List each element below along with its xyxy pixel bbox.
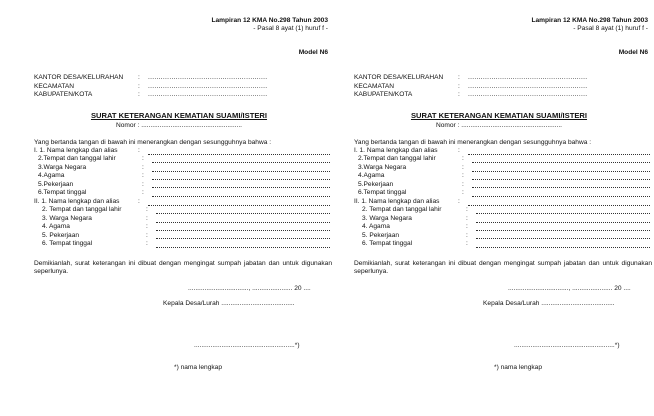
colon: : bbox=[142, 155, 144, 163]
colon: : bbox=[458, 91, 460, 98]
office-block bbox=[354, 74, 654, 100]
closing-paragraph: Demikianlah, surat keterangan ini dibuat dengan mengingat sumpah jabatan dan untuk digunakan seperlunya. bbox=[354, 260, 652, 276]
field-input[interactable] bbox=[156, 232, 330, 240]
colon: : bbox=[146, 239, 148, 247]
colon: : bbox=[138, 198, 140, 205]
person-one-block bbox=[354, 147, 650, 197]
header-pasal: - Pasal 8 ayat (1) huruf f - bbox=[253, 25, 328, 32]
field-input[interactable] bbox=[156, 240, 330, 248]
office-label: KABUPATEN/KOTA bbox=[34, 91, 93, 98]
field-input[interactable] bbox=[476, 223, 650, 231]
person-two-block bbox=[34, 198, 330, 248]
form-page-right bbox=[338, 0, 652, 416]
document-title: SURAT KETERANGAN KEMATIAN SUAMI/ISTERI bbox=[410, 111, 588, 120]
field-input[interactable] bbox=[468, 147, 650, 155]
field-row bbox=[354, 172, 650, 180]
signature-line[interactable]: .......................................................*) bbox=[514, 342, 620, 349]
office-block bbox=[34, 74, 334, 100]
field-label: 4. Agama bbox=[362, 223, 390, 231]
field-label: 3. Warga Negara bbox=[42, 214, 92, 222]
colon: : bbox=[458, 147, 460, 154]
field-input[interactable] bbox=[152, 181, 330, 189]
field-label: II. 1. Nama lengkap dan alias bbox=[34, 198, 120, 205]
field-label: 6.Tempat tinggal bbox=[38, 188, 87, 196]
field-input[interactable] bbox=[152, 172, 330, 180]
office-label: KANTOR DESA/KELURAHAN bbox=[354, 74, 444, 81]
colon: : bbox=[142, 172, 144, 180]
colon: : bbox=[138, 147, 140, 154]
field-row bbox=[354, 240, 650, 248]
field-row bbox=[34, 155, 330, 163]
intro-text: Yang bertanda tangan di bawah ini menerangkan dengan sesungguhnya bahwa : bbox=[354, 139, 592, 146]
office-row bbox=[354, 91, 654, 100]
field-label: I. 1. Nama lengkap dan alias bbox=[34, 147, 118, 154]
colon: : bbox=[462, 188, 464, 196]
field-label: 5.Pekerjaan bbox=[38, 180, 74, 188]
header-lampiran: Lampiran 12 KMA No.298 Tahun 2003 bbox=[211, 17, 328, 24]
field-row bbox=[354, 223, 650, 231]
office-field[interactable]: ........................................................ bbox=[148, 91, 268, 98]
header-pasal: - Pasal 8 ayat (1) huruf f - bbox=[573, 25, 648, 32]
field-label: I. 1. Nama lengkap dan alias bbox=[354, 147, 438, 154]
person-one-block bbox=[34, 147, 330, 197]
office-row bbox=[34, 83, 334, 92]
place-date-field[interactable]: ................................., ...................... 20 .... bbox=[188, 285, 311, 292]
header-lampiran: Lampiran 12 KMA No.298 Tahun 2003 bbox=[531, 17, 648, 24]
field-input[interactable] bbox=[476, 215, 650, 223]
field-row bbox=[34, 240, 330, 248]
nomor-line: Nomor : ....................................................... bbox=[435, 122, 563, 129]
colon: : bbox=[458, 198, 460, 205]
field-label: II. 1. Nama lengkap dan alias bbox=[354, 198, 440, 205]
field-input[interactable] bbox=[152, 164, 330, 172]
field-label: 6. Tempat tinggal bbox=[42, 239, 93, 247]
field-label: 5. Pekerjaan bbox=[42, 231, 80, 239]
field-label: 2. Tempat dan tanggal lahir bbox=[42, 206, 122, 214]
footnote: *) nama lengkap bbox=[174, 364, 223, 371]
field-row bbox=[354, 215, 650, 223]
field-row bbox=[34, 215, 330, 223]
colon: : bbox=[142, 180, 144, 188]
field-input[interactable] bbox=[472, 164, 650, 172]
office-label: KABUPATEN/KOTA bbox=[354, 91, 413, 98]
field-label: 6. Tempat tinggal bbox=[362, 239, 413, 247]
colon: : bbox=[466, 239, 468, 247]
field-row bbox=[34, 232, 330, 240]
field-input[interactable] bbox=[476, 240, 650, 248]
colon: : bbox=[146, 206, 148, 214]
office-row bbox=[354, 83, 654, 92]
field-input[interactable] bbox=[152, 155, 330, 163]
office-field[interactable]: ........................................................ bbox=[148, 82, 268, 90]
colon: : bbox=[462, 155, 464, 163]
field-label: 3.Warga Negara bbox=[38, 163, 87, 171]
field-row bbox=[354, 155, 650, 163]
field-input[interactable] bbox=[156, 206, 330, 214]
field-row bbox=[34, 206, 330, 214]
kepala-desa-line[interactable]: Kepala Desa/Lurah ........................................ bbox=[483, 300, 615, 307]
office-field[interactable]: ........................................................ bbox=[468, 74, 588, 81]
field-label: 6.Tempat tinggal bbox=[358, 188, 407, 196]
colon: : bbox=[142, 163, 144, 171]
field-row bbox=[34, 172, 330, 180]
field-label: 4. Agama bbox=[42, 223, 70, 231]
field-row bbox=[354, 147, 650, 155]
field-row bbox=[34, 198, 330, 206]
footnote: *) nama lengkap bbox=[494, 364, 543, 371]
field-label: 4.Agama bbox=[38, 172, 65, 180]
field-row bbox=[354, 232, 650, 240]
office-label: KECAMATAN bbox=[354, 82, 395, 90]
colon: : bbox=[138, 91, 140, 98]
field-row bbox=[34, 181, 330, 189]
colon: : bbox=[458, 82, 460, 90]
kepala-desa-line[interactable]: Kepala Desa/Lurah ........................................ bbox=[163, 300, 295, 307]
field-input[interactable] bbox=[472, 172, 650, 180]
field-row bbox=[34, 189, 330, 197]
place-date-field[interactable]: ................................., ...................... 20 .... bbox=[508, 285, 631, 292]
field-input[interactable] bbox=[472, 155, 650, 163]
office-label: KANTOR DESA/KELURAHAN bbox=[34, 74, 124, 81]
field-input[interactable] bbox=[472, 181, 650, 189]
colon: : bbox=[138, 82, 140, 90]
field-label: 5. Pekerjaan bbox=[362, 231, 400, 239]
field-label: 3. Warga Negara bbox=[362, 214, 412, 222]
colon: : bbox=[146, 231, 148, 239]
office-label: KECAMATAN bbox=[34, 82, 75, 90]
colon: : bbox=[138, 74, 140, 81]
colon: : bbox=[142, 188, 144, 196]
field-row bbox=[354, 164, 650, 172]
colon: : bbox=[458, 74, 460, 81]
field-row bbox=[34, 147, 330, 155]
intro-text: Yang bertanda tangan di bawah ini menerangkan dengan sesungguhnya bahwa : bbox=[34, 139, 272, 146]
colon: : bbox=[146, 214, 148, 222]
field-row bbox=[354, 206, 650, 214]
field-input[interactable] bbox=[152, 189, 330, 197]
colon: : bbox=[466, 206, 468, 214]
signature-line[interactable]: .......................................................*) bbox=[194, 342, 300, 349]
field-input[interactable] bbox=[148, 147, 330, 155]
field-label: 5.Pekerjaan bbox=[358, 180, 394, 188]
colon: : bbox=[466, 223, 468, 231]
colon: : bbox=[146, 223, 148, 231]
office-row bbox=[34, 91, 334, 100]
field-input[interactable] bbox=[476, 206, 650, 214]
field-label: 2.Tempat dan tanggal lahir bbox=[358, 155, 436, 163]
office-row bbox=[34, 74, 334, 83]
field-input[interactable] bbox=[156, 223, 330, 231]
field-label: 2. Tempat dan tanggal lahir bbox=[362, 206, 442, 214]
office-field[interactable]: ........................................................ bbox=[468, 82, 588, 90]
office-field[interactable]: ........................................................ bbox=[468, 91, 588, 98]
nomor-line: Nomor : ....................................................... bbox=[115, 122, 243, 129]
field-input[interactable] bbox=[148, 198, 330, 206]
field-input[interactable] bbox=[156, 215, 330, 223]
field-input[interactable] bbox=[468, 198, 650, 206]
office-field[interactable]: ........................................................ bbox=[148, 74, 268, 81]
model-label: Model N6 bbox=[618, 49, 648, 56]
person-two-block bbox=[354, 198, 650, 248]
field-input[interactable] bbox=[472, 189, 650, 197]
colon: : bbox=[462, 172, 464, 180]
colon: : bbox=[462, 180, 464, 188]
closing-paragraph: Demikianlah, surat keterangan ini dibuat dengan mengingat sumpah jabatan dan untuk digunakan seperlunya. bbox=[34, 260, 332, 276]
form-page-left bbox=[18, 0, 332, 416]
document-title: SURAT KETERANGAN KEMATIAN SUAMI/ISTERI bbox=[90, 111, 268, 120]
field-label: 3.Warga Negara bbox=[358, 163, 407, 171]
field-row bbox=[354, 181, 650, 189]
model-label: Model N6 bbox=[298, 49, 328, 56]
field-row bbox=[354, 189, 650, 197]
office-row bbox=[354, 74, 654, 83]
colon: : bbox=[466, 231, 468, 239]
field-row bbox=[34, 164, 330, 172]
field-row bbox=[34, 223, 330, 231]
field-label: 2.Tempat dan tanggal lahir bbox=[38, 155, 116, 163]
colon: : bbox=[466, 214, 468, 222]
field-label: 4.Agama bbox=[358, 172, 385, 180]
field-input[interactable] bbox=[476, 232, 650, 240]
colon: : bbox=[462, 163, 464, 171]
field-row bbox=[354, 198, 650, 206]
